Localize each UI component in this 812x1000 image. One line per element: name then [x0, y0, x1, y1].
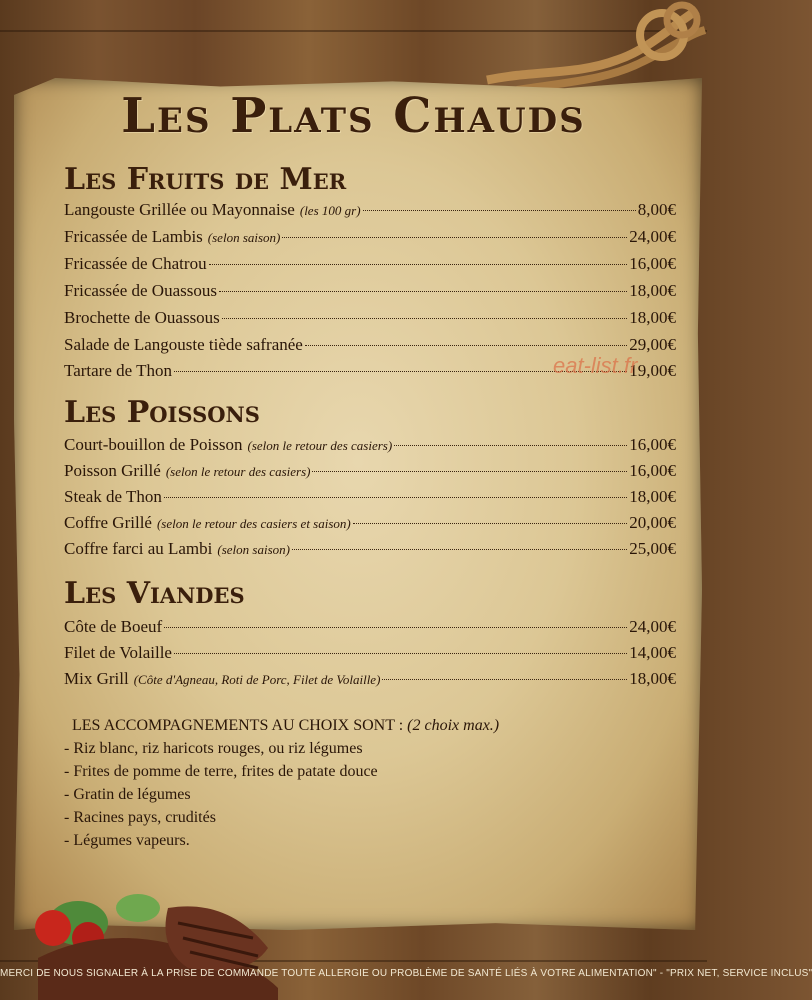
- menu-item-price: 18,00€: [629, 281, 676, 300]
- accompaniments-heading-text: LES ACCOMPAGNEMENTS AU CHOIX SONT :: [72, 717, 404, 734]
- menu-item-name: Brochette de Ouassous: [64, 308, 220, 327]
- menu-item-row: [64, 643, 676, 667]
- accompaniment-item: - Légumes vapeurs.: [64, 832, 190, 849]
- menu-item-name: Fricassée de Lambis: [64, 227, 203, 246]
- dotted-leader: [164, 627, 627, 628]
- menu-item-note: (les 100 gr): [299, 203, 361, 218]
- accompaniment-item: - Gratin de légumes: [64, 786, 191, 803]
- menu-item-name: Court-bouillon de Poisson: [64, 435, 243, 454]
- menu-item-name: Côte de Boeuf: [64, 617, 163, 636]
- menu-item-row: [64, 487, 676, 511]
- menu-item-price: 29,00€: [629, 335, 676, 354]
- accompaniment-item: - Frites de pomme de terre, frites de patate douce: [64, 763, 378, 780]
- menu-item-price: 25,00€: [629, 539, 676, 558]
- menu-item-note: (Côte d'Agneau, Roti de Porc, Filet de Volaille): [133, 672, 381, 687]
- dotted-leader: [382, 679, 627, 680]
- accompaniment-item: - Riz blanc, riz haricots rouges, ou riz légumes: [64, 740, 363, 757]
- menu-item-name: Coffre farci au Lambi: [64, 539, 213, 558]
- accompaniments-heading-note: (2 choix max.): [407, 717, 500, 734]
- menu-item-row: [64, 281, 676, 305]
- menu-item-row: [64, 227, 676, 251]
- menu-item-name: Mix Grill: [64, 669, 129, 688]
- dotted-leader: [219, 291, 627, 292]
- dotted-leader: [363, 210, 636, 211]
- dotted-leader: [305, 345, 627, 346]
- menu-item-row: [64, 254, 676, 278]
- menu-item-row: [64, 539, 676, 563]
- menu-item-price: 18,00€: [629, 487, 676, 506]
- menu-item-name: Tartare de Thon: [64, 361, 173, 380]
- dotted-leader: [353, 523, 628, 524]
- menu-item-price: 18,00€: [629, 308, 676, 327]
- menu-item-price: 16,00€: [629, 461, 676, 480]
- section-title-fruits-de-mer: Les Fruits de Mer: [64, 162, 347, 197]
- menu-item-name: Langouste Grillée ou Mayonnaise: [64, 200, 295, 219]
- grilled-meat-illustration: [18, 868, 288, 1000]
- dotted-leader: [282, 237, 627, 238]
- dotted-leader: [174, 653, 627, 654]
- menu-item-row: [64, 435, 676, 459]
- accompaniment-item: - Racines pays, crudités: [64, 809, 216, 826]
- menu-item-row: [64, 461, 676, 485]
- menu-item-note: (selon le retour des casiers et saison): [156, 516, 351, 531]
- menu-item-name: Fricassée de Chatrou: [64, 254, 207, 273]
- menu-item-row: [64, 308, 676, 332]
- menu-item-note: (selon saison): [207, 230, 281, 245]
- menu-item-row: [64, 200, 676, 224]
- menu-item-name: Steak de Thon: [64, 487, 162, 506]
- dotted-leader: [394, 445, 627, 446]
- watermark: eat-list.fr: [553, 353, 638, 378]
- menu-item-row: [64, 617, 676, 641]
- menu-item-price: 20,00€: [629, 513, 676, 532]
- dotted-leader: [222, 318, 627, 319]
- section-title-viandes: Les Viandes: [64, 576, 245, 611]
- menu-item-price: 16,00€: [629, 254, 676, 273]
- section-title-poissons: Les Poissons: [64, 395, 260, 430]
- menu-item-note: (selon le retour des casiers): [165, 464, 311, 479]
- menu-item-row: [64, 669, 676, 693]
- menu-item-price: 16,00€: [629, 435, 676, 454]
- menu-item-price: 24,00€: [629, 617, 676, 636]
- menu-item-name: Fricassée de Ouassous: [64, 281, 217, 300]
- menu-item-price: 24,00€: [629, 227, 676, 246]
- menu-item-name: Poisson Grillé: [64, 461, 161, 480]
- dotted-leader: [292, 549, 627, 550]
- menu-item-name: Salade de Langouste tiède safranée: [64, 335, 303, 354]
- menu-item-price: 19,00€: [629, 361, 676, 380]
- dotted-leader: [164, 497, 627, 498]
- accompaniments-heading: [72, 717, 499, 735]
- menu-item-name: Coffre Grillé: [64, 513, 152, 532]
- dotted-leader: [312, 471, 627, 472]
- menu-item-price: 14,00€: [629, 643, 676, 662]
- dotted-leader: [209, 264, 628, 265]
- menu-item-row: [64, 513, 676, 537]
- menu-item-note: (selon le retour des casiers): [247, 438, 393, 453]
- page-title: Les Plats Chauds: [121, 88, 586, 144]
- menu-item-price: 8,00€: [637, 200, 676, 219]
- menu-item-price: 18,00€: [629, 669, 676, 688]
- menu-item-name: Filet de Volaille: [64, 643, 172, 662]
- menu-item-note: (selon saison): [217, 542, 290, 557]
- allergy-notice-footer: MERCI DE NOUS SIGNALER À LA PRISE DE COMMANDE TOUTE ALLERGIE OU PROBLÈME DE SANTÉ LIÉS À VOTRE ALIMENTATION" - "PRIX NET, SERVICE INCLUS": [0, 968, 812, 979]
